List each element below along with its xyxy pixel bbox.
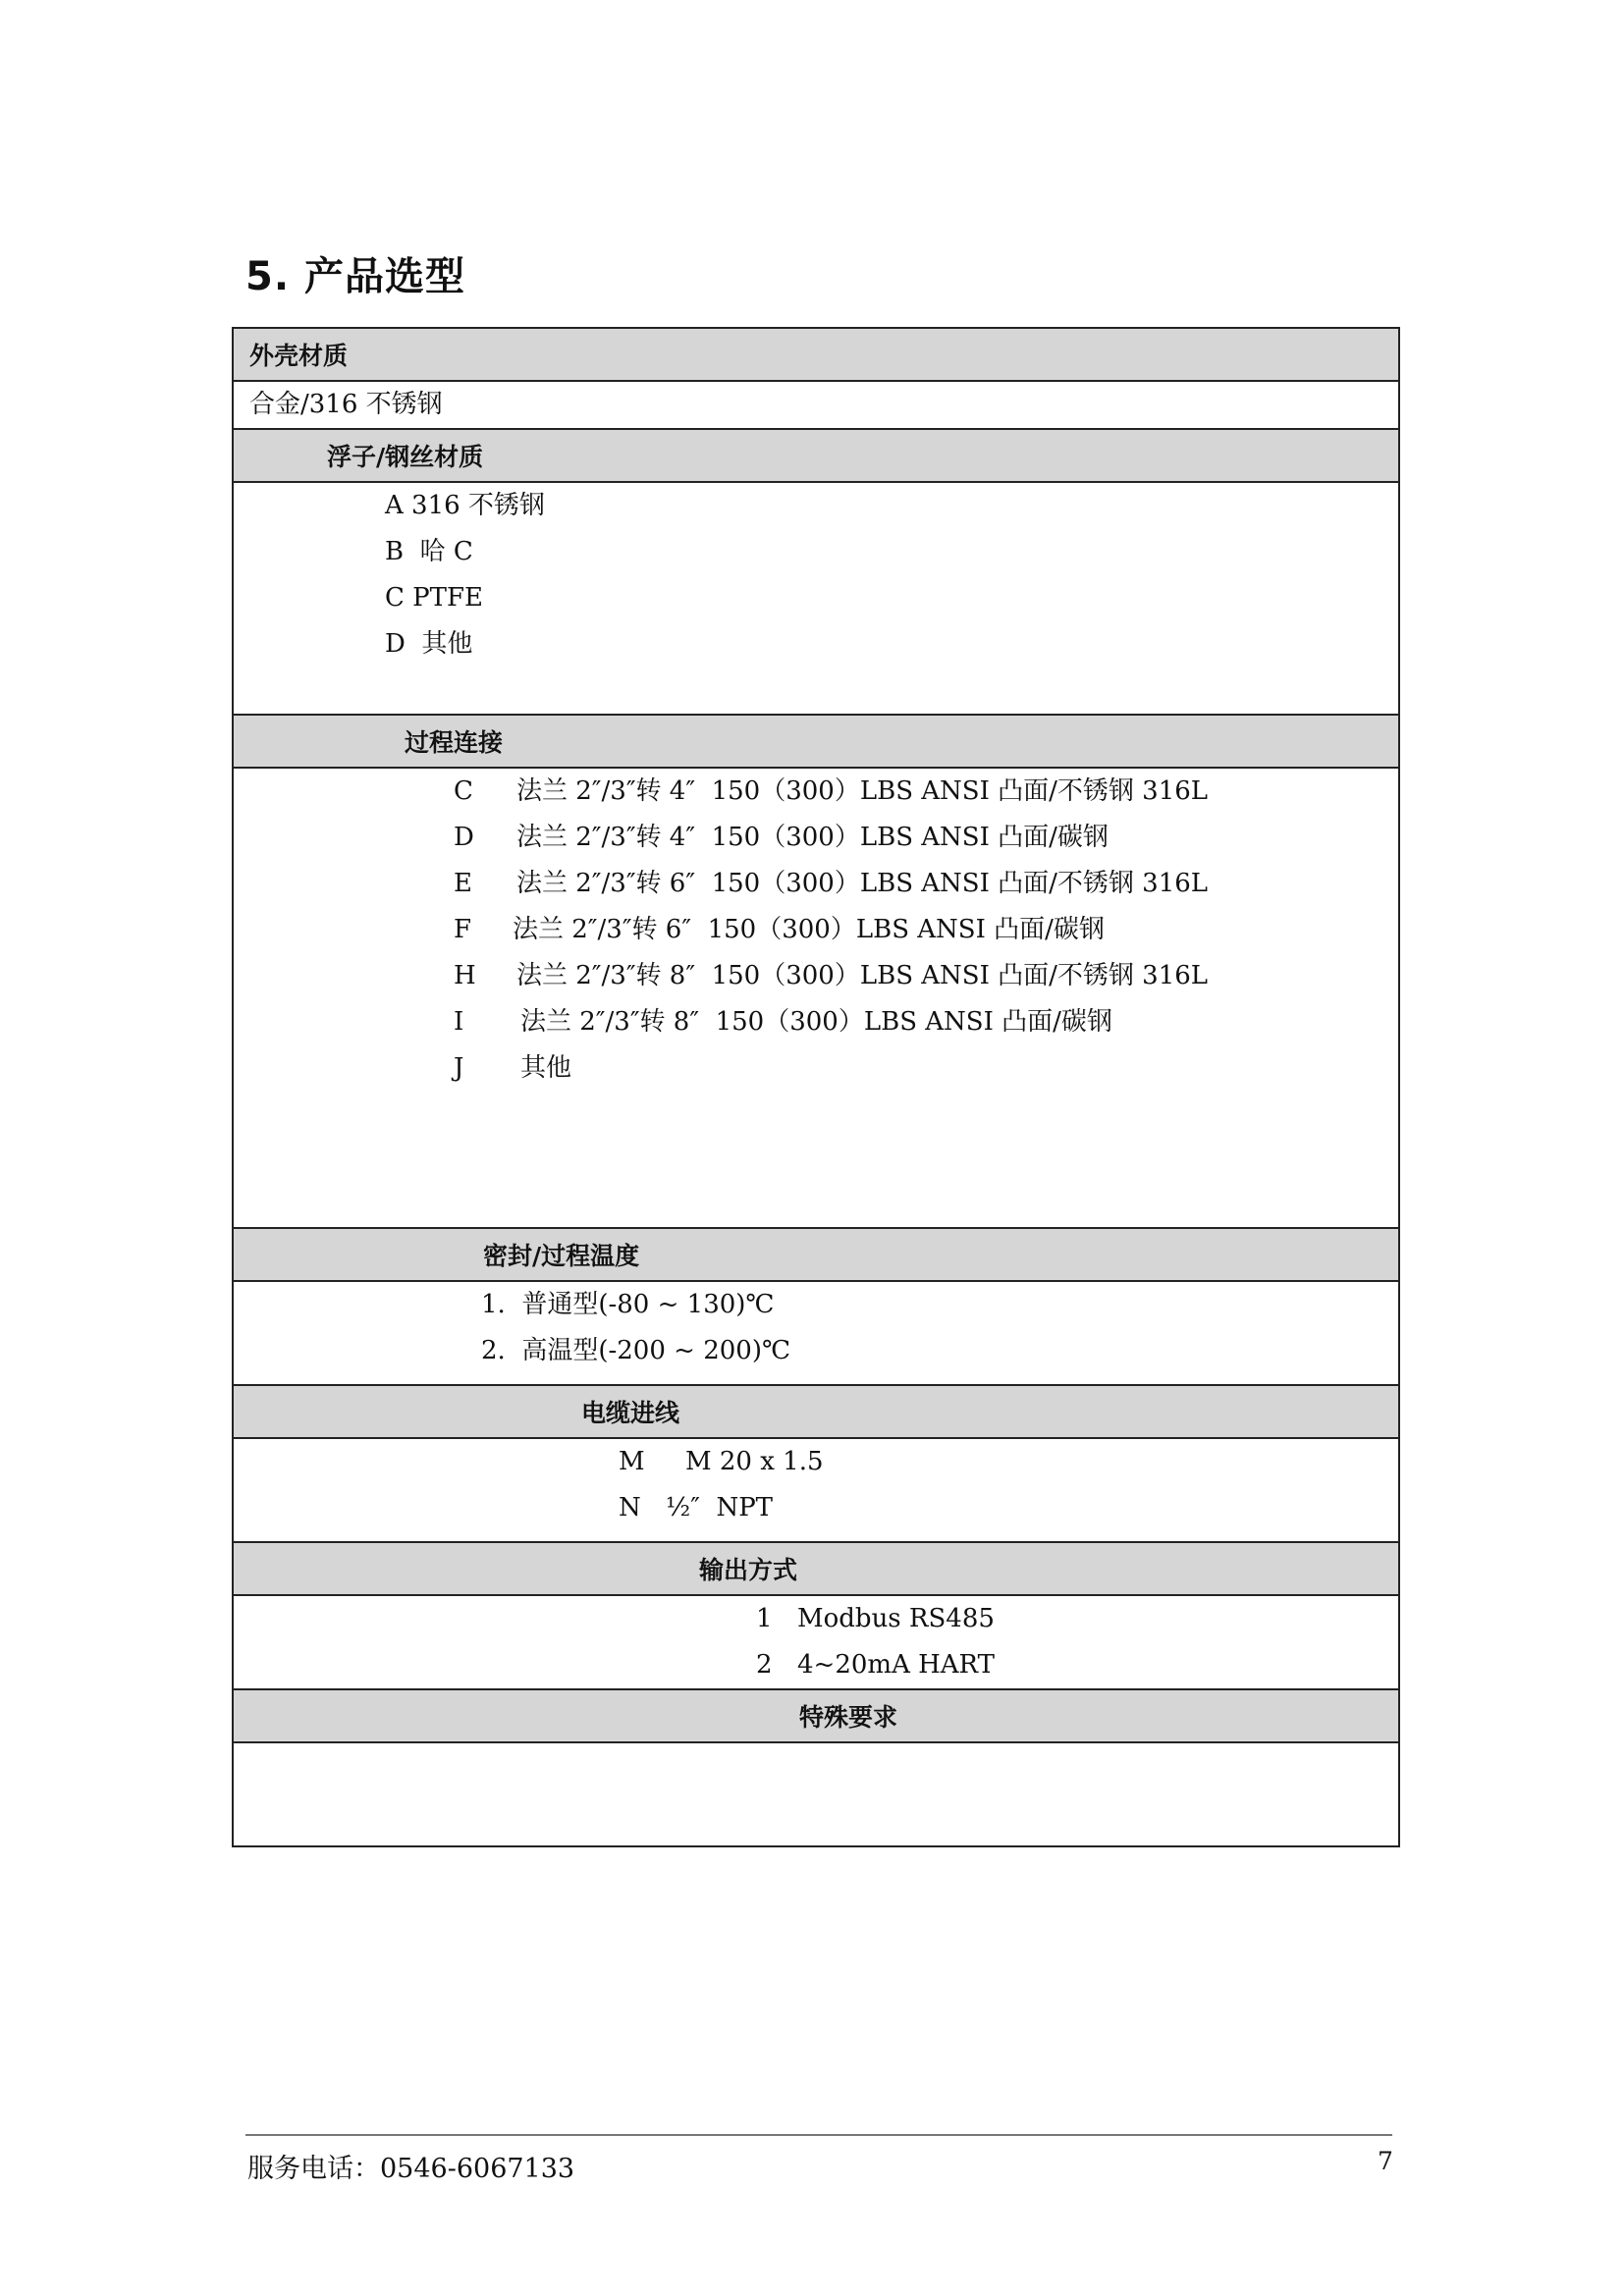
housing-header: 外壳材质 (249, 342, 349, 370)
footer-divider (245, 2134, 1392, 2136)
float-option: B 哈 C (385, 537, 473, 566)
special-header-row (234, 1690, 1398, 1743)
cable-option-code: N (619, 1493, 641, 1522)
process-option-text: 法兰 2″/3″转 6″ 150（300）LBS ANSI 凸面/不锈钢 316L (516, 869, 1209, 898)
float-header: 浮子/钢丝材质 (327, 443, 484, 471)
output-option-text: Modbus RS485 (797, 1604, 995, 1633)
selection-table (232, 327, 1400, 1847)
float-header-row (234, 430, 1398, 483)
process-option-text: 法兰 2″/3″转 8″ 150（300）LBS ANSI 凸面/碳钢 (520, 1007, 1112, 1037)
special-header: 特殊要求 (799, 1703, 898, 1732)
process-option-text: 法兰 2″/3″转 6″ 150（300）LBS ANSI 凸面/碳钢 (513, 915, 1105, 944)
process-option-code: D (454, 823, 474, 852)
cable-option-text: M 20 x 1.5 (685, 1447, 824, 1476)
seal-option: 1. 普通型(-80 ~ 130)℃ (481, 1290, 775, 1319)
process-option-code: C (454, 776, 473, 806)
process-body-row (234, 769, 1398, 1229)
process-option-code: H (454, 961, 476, 990)
seal-option: 2. 高温型(-200 ~ 200)℃ (481, 1336, 791, 1365)
housing-body-row (234, 382, 1398, 430)
output-option-code: 2 (756, 1650, 773, 1680)
output-option-code: 1 (756, 1604, 773, 1633)
float-option: A 316 不锈钢 (385, 491, 545, 520)
float-body-row (234, 483, 1398, 716)
cable-body-row (234, 1439, 1398, 1543)
process-option-text: 其他 (520, 1053, 572, 1083)
output-option-text: 4~20mA HART (797, 1650, 996, 1680)
output-header: 输出方式 (699, 1556, 798, 1584)
process-option-code: I (454, 1007, 464, 1037)
output-header-row (234, 1543, 1398, 1596)
seal-header: 密封/过程温度 (483, 1242, 640, 1270)
process-option-text: 法兰 2″/3″转 4″ 150（300）LBS ANSI 凸面/不锈钢 316L (516, 776, 1209, 806)
process-option-code: J (454, 1053, 464, 1083)
cable-option-code: M (619, 1447, 645, 1476)
float-option: C PTFE (385, 583, 484, 613)
seal-header-row (234, 1229, 1398, 1282)
float-option: D 其他 (385, 629, 473, 659)
process-option-text: 法兰 2″/3″转 4″ 150（300）LBS ANSI 凸面/碳钢 (516, 823, 1109, 852)
housing-value: 合金/316 不锈钢 (249, 390, 443, 419)
process-option-text: 法兰 2″/3″转 8″ 150（300）LBS ANSI 凸面/不锈钢 316L (516, 961, 1209, 990)
process-option-code: F (454, 915, 472, 944)
output-body-row (234, 1596, 1398, 1690)
process-header-row (234, 716, 1398, 769)
seal-body-row (234, 1282, 1398, 1386)
cable-option-text: ½″ NPT (666, 1493, 774, 1522)
footer-service-phone: 服务电话：0546-6067133 (247, 2154, 575, 2184)
process-header: 过程连接 (405, 728, 504, 757)
cable-header-row (234, 1386, 1398, 1439)
cable-header: 电缆进线 (581, 1399, 680, 1427)
process-option-code: E (454, 869, 472, 898)
special-body-row (234, 1743, 1398, 1845)
page-title: 5. 产品选型 (245, 254, 465, 299)
housing-header-row (234, 329, 1398, 382)
page-number: 7 (1378, 2147, 1393, 2175)
